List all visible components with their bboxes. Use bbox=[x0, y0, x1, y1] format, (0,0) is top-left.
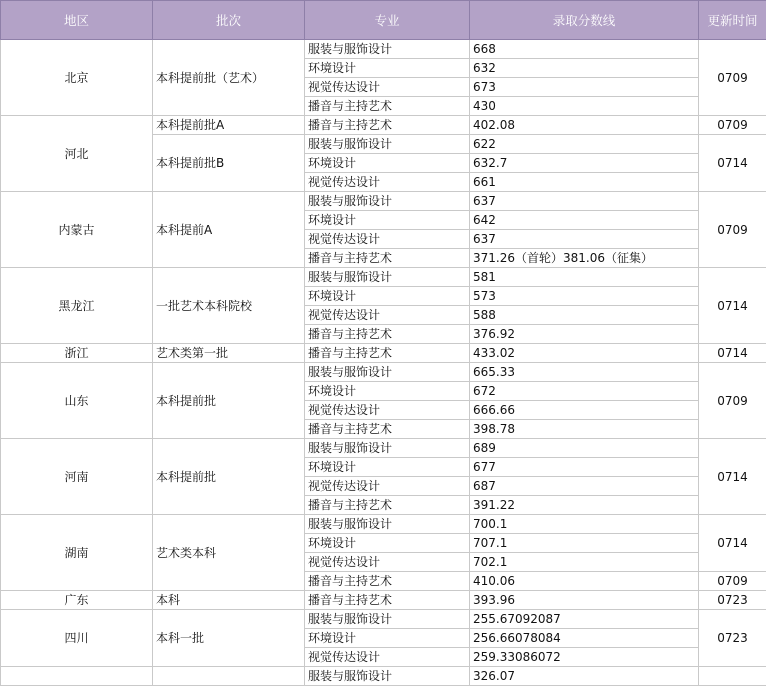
major-cell: 播音与主持艺术 bbox=[305, 420, 470, 439]
major-cell: 视觉传达设计 bbox=[305, 401, 470, 420]
score-cell: 632 bbox=[470, 59, 699, 78]
score-cell: 665.33 bbox=[470, 363, 699, 382]
score-cell: 255.67092087 bbox=[470, 610, 699, 629]
major-cell: 环境设计 bbox=[305, 458, 470, 477]
score-cell: 666.66 bbox=[470, 401, 699, 420]
major-cell: 播音与主持艺术 bbox=[305, 97, 470, 116]
major-cell: 环境设计 bbox=[305, 211, 470, 230]
major-cell: 视觉传达设计 bbox=[305, 78, 470, 97]
region-cell: 黑龙江 bbox=[1, 268, 153, 344]
score-cell: 668 bbox=[470, 40, 699, 59]
table-row bbox=[1, 610, 766, 629]
major-cell: 服装与服饰设计 bbox=[305, 268, 470, 287]
batch-cell: 本科提前批B bbox=[153, 135, 305, 192]
table-row bbox=[1, 40, 766, 59]
major-cell: 服装与服饰设计 bbox=[305, 515, 470, 534]
batch-cell: 本科提前批 bbox=[153, 439, 305, 515]
header-major: 专业 bbox=[305, 1, 470, 40]
major-cell: 服装与服饰设计 bbox=[305, 363, 470, 382]
batch-cell bbox=[153, 667, 305, 686]
update-date-cell: 0723 bbox=[699, 591, 766, 610]
major-cell: 播音与主持艺术 bbox=[305, 496, 470, 515]
major-cell: 视觉传达设计 bbox=[305, 477, 470, 496]
major-cell: 环境设计 bbox=[305, 629, 470, 648]
major-cell: 环境设计 bbox=[305, 59, 470, 78]
batch-cell: 一批艺术本科院校 bbox=[153, 268, 305, 344]
table-row bbox=[1, 591, 766, 610]
score-cell: 700.1 bbox=[470, 515, 699, 534]
region-cell: 四川 bbox=[1, 610, 153, 667]
region-cell: 内蒙古 bbox=[1, 192, 153, 268]
score-cell: 672 bbox=[470, 382, 699, 401]
table-row bbox=[1, 268, 766, 287]
score-cell: 642 bbox=[470, 211, 699, 230]
table-row bbox=[1, 116, 766, 135]
batch-cell: 艺术类本科 bbox=[153, 515, 305, 591]
update-date-cell: 0709 bbox=[699, 363, 766, 439]
table-row bbox=[1, 515, 766, 534]
batch-cell: 艺术类第一批 bbox=[153, 344, 305, 363]
update-date-cell: 0714 bbox=[699, 344, 766, 363]
region-cell: 山东 bbox=[1, 363, 153, 439]
update-date-cell: 0714 bbox=[699, 135, 766, 192]
major-cell: 服装与服饰设计 bbox=[305, 667, 470, 686]
major-cell: 播音与主持艺术 bbox=[305, 344, 470, 363]
batch-cell: 本科提前批（艺术） bbox=[153, 40, 305, 116]
update-date-cell bbox=[699, 667, 766, 686]
region-cell: 湖南 bbox=[1, 515, 153, 591]
score-cell: 689 bbox=[470, 439, 699, 458]
update-date-cell: 0714 bbox=[699, 515, 766, 572]
score-cell: 326.07 bbox=[470, 667, 699, 686]
update-date-cell: 0723 bbox=[699, 610, 766, 667]
batch-cell: 本科提前A bbox=[153, 192, 305, 268]
update-date-cell: 0709 bbox=[699, 116, 766, 135]
score-cell: 632.7 bbox=[470, 154, 699, 173]
score-cell: 637 bbox=[470, 192, 699, 211]
score-cell: 707.1 bbox=[470, 534, 699, 553]
score-cell: 622 bbox=[470, 135, 699, 154]
header-score: 录取分数线 bbox=[470, 1, 699, 40]
score-cell: 637 bbox=[470, 230, 699, 249]
major-cell: 播音与主持艺术 bbox=[305, 591, 470, 610]
table-row bbox=[1, 667, 766, 686]
header-row bbox=[1, 1, 766, 40]
major-cell: 播音与主持艺术 bbox=[305, 249, 470, 268]
score-cell: 687 bbox=[470, 477, 699, 496]
score-cell: 588 bbox=[470, 306, 699, 325]
score-cell: 402.08 bbox=[470, 116, 699, 135]
major-cell: 服装与服饰设计 bbox=[305, 439, 470, 458]
score-cell: 677 bbox=[470, 458, 699, 477]
score-cell: 393.96 bbox=[470, 591, 699, 610]
table-row bbox=[1, 439, 766, 458]
major-cell: 播音与主持艺术 bbox=[305, 325, 470, 344]
update-date-cell: 0714 bbox=[699, 439, 766, 515]
major-cell: 服装与服饰设计 bbox=[305, 135, 470, 154]
table-row bbox=[1, 363, 766, 382]
header-batch: 批次 bbox=[153, 1, 305, 40]
major-cell: 播音与主持艺术 bbox=[305, 572, 470, 591]
batch-cell: 本科提前批A bbox=[153, 116, 305, 135]
major-cell: 服装与服饰设计 bbox=[305, 40, 470, 59]
region-cell: 河南 bbox=[1, 439, 153, 515]
major-cell: 环境设计 bbox=[305, 154, 470, 173]
region-cell: 浙江 bbox=[1, 344, 153, 363]
update-date-cell: 0714 bbox=[699, 268, 766, 344]
score-cell: 391.22 bbox=[470, 496, 699, 515]
update-date-cell: 0709 bbox=[699, 572, 766, 591]
batch-cell: 本科 bbox=[153, 591, 305, 610]
score-cell: 430 bbox=[470, 97, 699, 116]
score-cell: 581 bbox=[470, 268, 699, 287]
major-cell: 环境设计 bbox=[305, 534, 470, 553]
major-cell: 环境设计 bbox=[305, 287, 470, 306]
header-region: 地区 bbox=[1, 1, 153, 40]
update-date-cell: 0709 bbox=[699, 192, 766, 268]
score-cell: 702.1 bbox=[470, 553, 699, 572]
region-cell: 河北 bbox=[1, 116, 153, 192]
score-cell: 259.33086072 bbox=[470, 648, 699, 667]
batch-cell: 本科一批 bbox=[153, 610, 305, 667]
score-cell: 661 bbox=[470, 173, 699, 192]
major-cell: 视觉传达设计 bbox=[305, 648, 470, 667]
score-cell: 573 bbox=[470, 287, 699, 306]
region-cell bbox=[1, 667, 153, 686]
major-cell: 播音与主持艺术 bbox=[305, 116, 470, 135]
major-cell: 视觉传达设计 bbox=[305, 173, 470, 192]
major-cell: 视觉传达设计 bbox=[305, 553, 470, 572]
score-cell: 256.66078084 bbox=[470, 629, 699, 648]
region-cell: 广东 bbox=[1, 591, 153, 610]
batch-cell: 本科提前批 bbox=[153, 363, 305, 439]
update-date-cell: 0709 bbox=[699, 40, 766, 116]
score-cell: 376.92 bbox=[470, 325, 699, 344]
score-cell: 673 bbox=[470, 78, 699, 97]
region-cell: 北京 bbox=[1, 40, 153, 116]
score-cell: 371.26（首轮）381.06（征集） bbox=[470, 249, 699, 268]
table-row bbox=[1, 192, 766, 211]
major-cell: 服装与服饰设计 bbox=[305, 610, 470, 629]
score-cell: 410.06 bbox=[470, 572, 699, 591]
major-cell: 视觉传达设计 bbox=[305, 306, 470, 325]
major-cell: 环境设计 bbox=[305, 382, 470, 401]
table-row bbox=[1, 344, 766, 363]
major-cell: 服装与服饰设计 bbox=[305, 192, 470, 211]
header-update-date: 更新时间 bbox=[699, 1, 766, 40]
score-cell: 398.78 bbox=[470, 420, 699, 439]
score-cell: 433.02 bbox=[470, 344, 699, 363]
table-body bbox=[1, 40, 766, 686]
major-cell: 视觉传达设计 bbox=[305, 230, 470, 249]
